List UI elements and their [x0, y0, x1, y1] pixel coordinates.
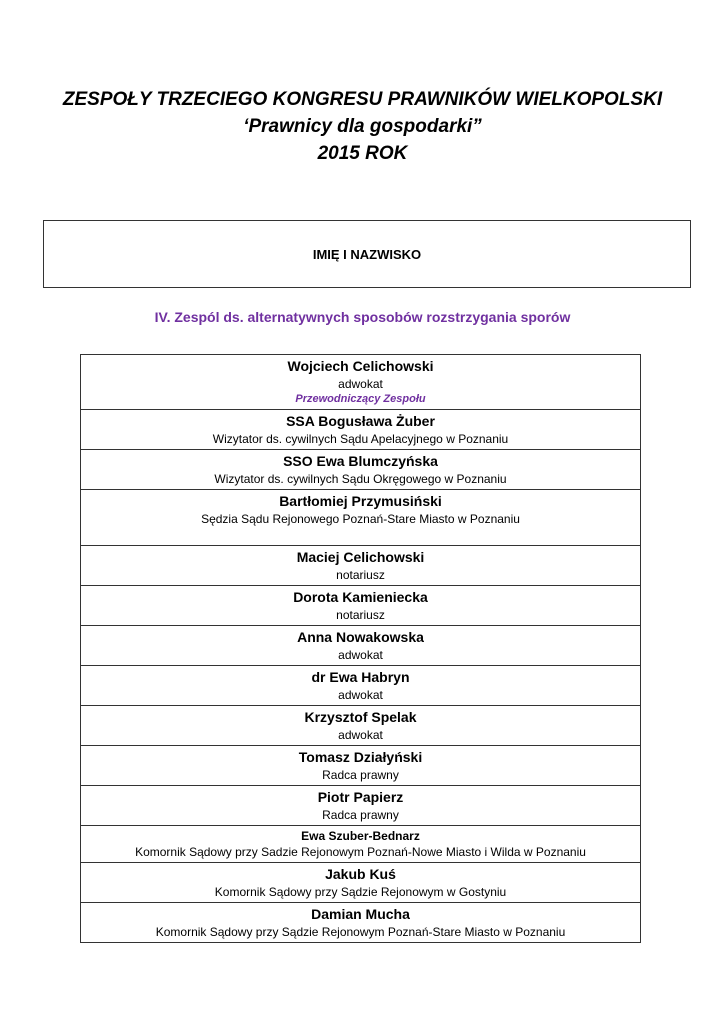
- table-row: [81, 706, 641, 746]
- table-row: [81, 546, 641, 586]
- member-role: notariusz: [336, 608, 385, 622]
- member-name: Maciej Celichowski: [296, 549, 425, 565]
- member-role: Komornik Sądowy przy Sądzie Rejonowym w Gostyniu: [214, 885, 507, 899]
- table-row: [81, 666, 641, 706]
- member-role: Sędzia Sądu Rejonowego Poznań-Stare Miasto w Poznaniu: [201, 512, 520, 526]
- member-role: notariusz: [336, 568, 385, 582]
- member-cell: [81, 706, 641, 746]
- document-title: [0, 86, 725, 167]
- title-line-1: ZESPOŁY TRZECIEGO KONGRESU PRAWNIKÓW WIELKOPOLSKI: [62, 89, 663, 110]
- member-name: Dorota Kamieniecka: [293, 589, 428, 605]
- member-cell: [81, 586, 641, 626]
- member-role: Radca prawny: [322, 768, 399, 782]
- member-cell: [81, 410, 641, 450]
- member-cell: [81, 863, 641, 903]
- member-role: Wizytator ds. cywilnych Sądu Okręgowego w Poznaniu: [214, 472, 507, 486]
- member-role: adwokat: [338, 728, 383, 742]
- table-row: [81, 355, 641, 410]
- member-role: adwokat: [338, 648, 383, 662]
- member-cell: [81, 626, 641, 666]
- member-cell: [81, 546, 641, 586]
- table-row: [81, 863, 641, 903]
- column-header-box: [43, 220, 691, 288]
- table-row: [81, 450, 641, 490]
- members-table: [80, 354, 641, 943]
- member-name: Damian Mucha: [311, 906, 410, 922]
- member-cell: [81, 786, 641, 826]
- member-name: Ewa Szuber-Bednarz: [301, 829, 420, 843]
- table-row: [81, 903, 641, 943]
- member-name: Wojciech Celichowski: [287, 358, 434, 374]
- member-cell: [81, 666, 641, 706]
- member-name: Krzysztof Spelak: [304, 709, 417, 725]
- table-row: [81, 626, 641, 666]
- member-cell: [81, 826, 641, 863]
- member-role: Komornik Sądowy przy Sadzie Rejonowym Poznań-Nowe Miasto i Wilda w Poznaniu: [135, 845, 586, 859]
- member-name: dr Ewa Habryn: [311, 669, 410, 685]
- member-cell: [81, 490, 641, 546]
- member-name: SSO Ewa Blumczyńska: [283, 453, 438, 469]
- member-name: Jakub Kuś: [325, 866, 396, 882]
- table-row: [81, 826, 641, 863]
- column-header-label: IMIĘ I NAZWISKO: [312, 246, 422, 262]
- member-name: Anna Nowakowska: [297, 629, 424, 645]
- member-cell: [81, 903, 641, 943]
- member-role: Komornik Sądowy przy Sądzie Rejonowym Poznań-Stare Miasto w Poznaniu: [155, 925, 566, 939]
- member-name: Bartłomiej Przymusiński: [279, 493, 442, 509]
- member-role: Wizytator ds. cywilnych Sądu Apelacyjnego w Poznaniu: [212, 432, 509, 446]
- member-cell: [81, 355, 641, 410]
- section-title: IV. Zespól ds. alternatywnych sposobów rozstrzygania sporów: [154, 309, 571, 325]
- member-name: SSA Bogusława Żuber: [286, 413, 435, 429]
- member-role: adwokat: [338, 688, 383, 702]
- member-name: Piotr Papierz: [317, 789, 404, 805]
- member-cell: [81, 450, 641, 490]
- table-row: [81, 786, 641, 826]
- title-line-2: ‘Prawnicy dla gospodarki”: [243, 116, 482, 137]
- member-role: adwokat: [338, 377, 383, 391]
- table-row: [81, 586, 641, 626]
- member-role: Radca prawny: [322, 808, 399, 822]
- title-line-3: 2015 ROK: [317, 143, 408, 164]
- member-name: Tomasz Działyński: [298, 749, 423, 765]
- table-row: [81, 746, 641, 786]
- table-row: [81, 490, 641, 546]
- member-note: Przewodniczący Zespołu: [295, 393, 426, 405]
- member-cell: [81, 746, 641, 786]
- table-row: [81, 410, 641, 450]
